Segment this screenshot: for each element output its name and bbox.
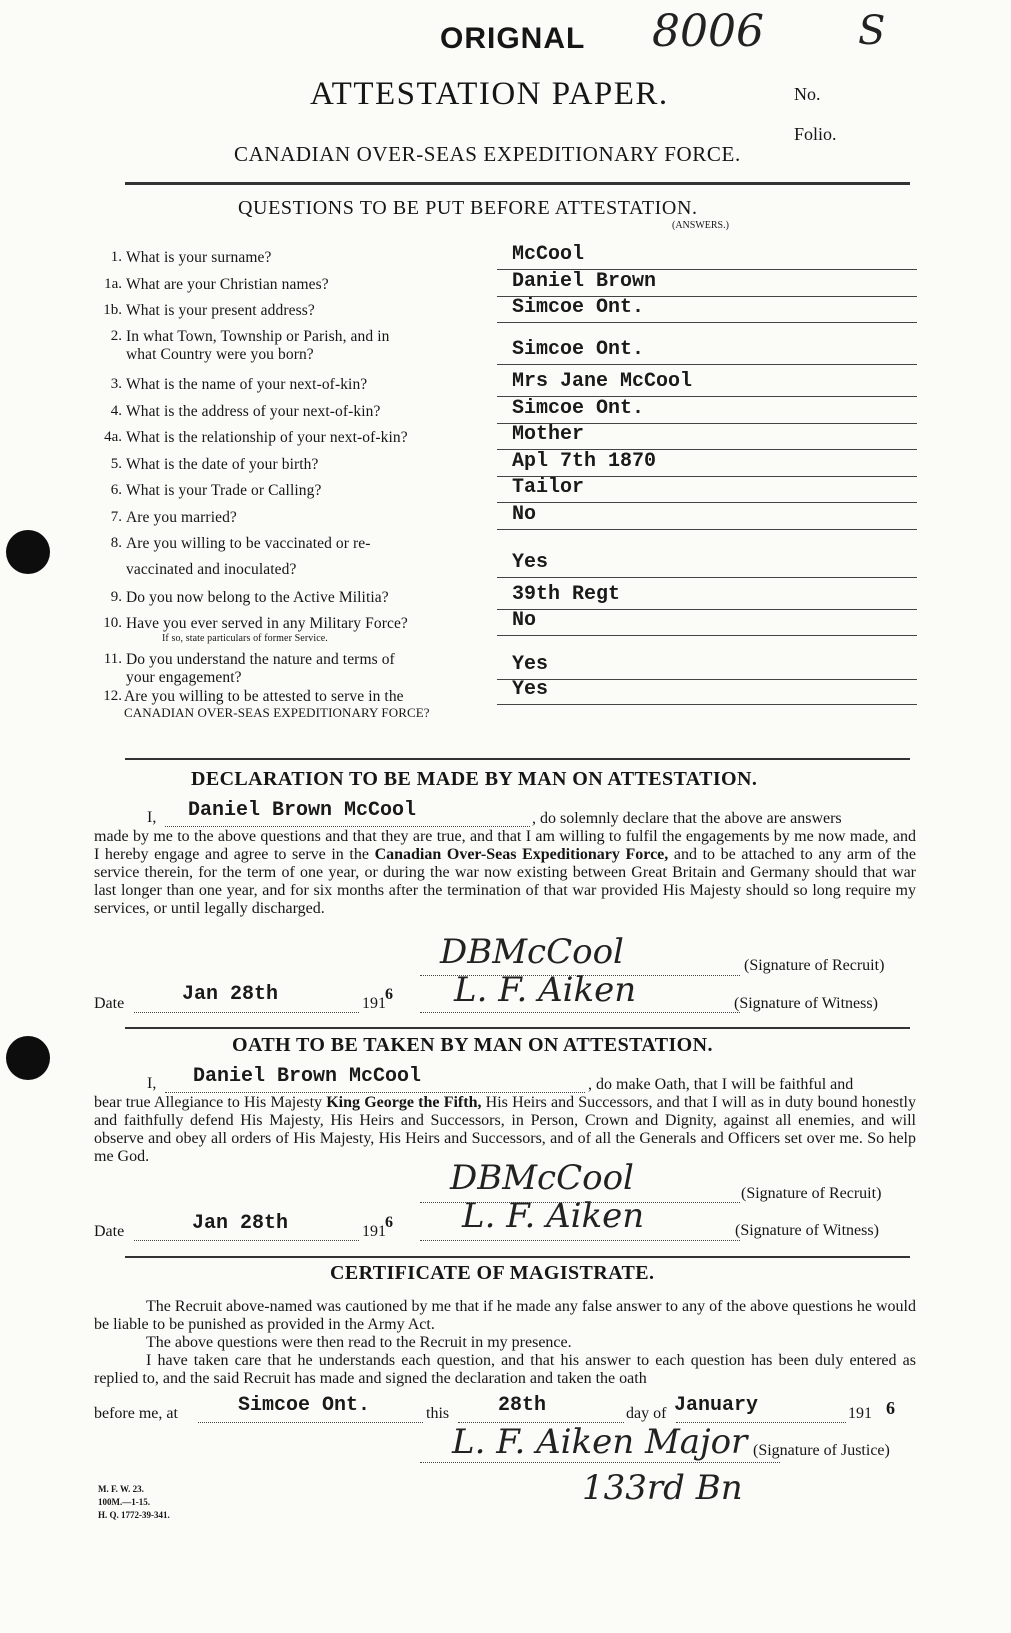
oath-i-label: I, (147, 1075, 157, 1092)
answer-rule (497, 322, 917, 323)
oath-witness-sig-label: (Signature of Witness) (735, 1222, 879, 1239)
original-stamp: ORIGNAL (440, 22, 586, 55)
declaration-year-suffix: 6 (385, 986, 393, 1003)
question-answer: Simcoe Ont. (512, 296, 645, 319)
question-answer: Yes (512, 653, 549, 676)
question-answer: 39th Regt (512, 583, 621, 606)
answer-rule (497, 577, 917, 578)
question-number: 12. (103, 688, 122, 704)
question-text: What are your Christian names? (126, 276, 329, 293)
magistrate-before-label: before me, at (94, 1405, 178, 1422)
magistrate-day: 28th (498, 1394, 547, 1417)
oath-body-text-1: bear true Allegiance to His Majesty (94, 1094, 327, 1111)
oath-name-line (165, 1092, 585, 1093)
question-text-continued: CANADIAN OVER-SEAS EXPEDITIONARY FORCE? (124, 705, 430, 720)
question-answer: Simcoe Ont. (512, 338, 645, 361)
declaration-recruit-signature: DBMcCool (440, 932, 624, 972)
footer-code-1: M. F. W. 23. (98, 1484, 144, 1494)
answer-rule (497, 635, 917, 636)
question-text: Are you willing to be attested to serve in the (124, 688, 404, 705)
handwritten-number: 8006 (652, 6, 764, 57)
question-note: If so, state particulars of former Service. (162, 633, 328, 644)
folio-label: Folio. (794, 124, 837, 144)
question-number: 6. (110, 482, 122, 498)
question-text: What is the address of your next-of-kin? (126, 403, 381, 420)
declaration-name-line (165, 826, 530, 827)
answer-rule (497, 502, 917, 503)
declaration-line1-tail: , do solemnly declare that the above are answers (532, 810, 842, 827)
declaration-year-prefix: 191 (362, 995, 386, 1012)
declaration-body-text-1: made by me to the above questions and that they are true, and that I am willing to fulfil the engagements by me now made, and I hereby engage and agree to serve in the (94, 828, 916, 863)
magistrate-month: January (674, 1394, 759, 1417)
question-answer: McCool (512, 243, 585, 266)
magistrate-para-1 (94, 1298, 916, 1334)
question-number: 8. (110, 535, 122, 551)
magistrate-year-suffix: 6 (886, 1398, 895, 1418)
answer-rule (497, 609, 917, 610)
question-answer: Yes (512, 551, 549, 574)
question-number: 2. (110, 328, 122, 344)
question-answer: Tailor (512, 476, 585, 499)
question-number: 1b. (103, 302, 122, 318)
answer-rule (497, 529, 917, 530)
magistrate-justice-label: (Signature of Justice) (753, 1442, 890, 1459)
question-number: 11. (103, 651, 122, 667)
question-answer: Daniel Brown (512, 270, 657, 293)
oath-recruit-signature: DBMcCool (450, 1158, 634, 1198)
declaration-body-bold: Canadian Over-Seas Expeditionary Force, (374, 846, 669, 863)
declaration-heading: DECLARATION TO BE MADE BY MAN ON ATTESTATION. (191, 768, 758, 790)
oath-name: Daniel Brown McCool (193, 1065, 422, 1088)
magistrate-this-label: this (426, 1405, 450, 1422)
declaration-name: Daniel Brown McCool (188, 799, 417, 822)
answer-rule (497, 704, 917, 705)
declaration-body-text-2: and to be attached to any arm of the service therein, for the term of one year, or during the war now existing between Great Britain and Germany should that war last longer than one year, and for six months after the termination of that war provided His Majesty should so long require my services, or until legally discharged. (94, 846, 917, 917)
declaration-witness-sig-line (420, 1012, 740, 1013)
oath-witness-signature: L. F. Aiken (462, 1196, 645, 1236)
oath-date-line (134, 1240, 359, 1241)
magistrate-para-3 (94, 1352, 916, 1388)
declaration-date-value: Jan 28th (182, 983, 279, 1006)
question-text: What is your Trade or Calling? (126, 482, 322, 499)
magistrate-year-prefix: 191 (848, 1405, 872, 1422)
question-answer: No (512, 503, 537, 526)
question-text: What is the name of your next-of-kin? (126, 376, 368, 393)
question-answer: Mrs Jane McCool (512, 370, 693, 393)
declaration-recruit-sig-label: (Signature of Recruit) (744, 957, 885, 974)
answer-rule (497, 364, 917, 365)
force-title: CANADIAN OVER-SEAS EXPEDITIONARY FORCE. (234, 142, 741, 166)
oath-body (94, 1094, 916, 1166)
oath-year-prefix: 191 (362, 1223, 386, 1240)
question-number: 4. (110, 403, 122, 419)
question-number: 9. (110, 589, 122, 605)
magistrate-para-2 (94, 1334, 916, 1352)
answer-rule (497, 679, 917, 680)
declaration-witness-sig-label: (Signature of Witness) (734, 995, 878, 1012)
question-answer: Yes (512, 678, 549, 701)
declaration-date-label: Date (94, 995, 125, 1012)
document-title: ATTESTATION PAPER. (310, 76, 669, 112)
oath-divider (125, 1256, 910, 1258)
question-text: Do you now belong to the Active Militia? (126, 589, 389, 606)
oath-recruit-sig-label: (Signature of Recruit) (741, 1185, 882, 1202)
question-number: 7. (110, 509, 122, 525)
question-number: 4a. (104, 429, 122, 445)
question-number: 1a. (104, 276, 122, 292)
questions-heading: QUESTIONS TO BE PUT BEFORE ATTESTATION. (238, 197, 698, 219)
magistrate-heading: CERTIFICATE OF MAGISTRATE. (330, 1262, 655, 1284)
declaration-body (94, 828, 916, 918)
oath-witness-sig-line (420, 1240, 740, 1241)
question-text: Are you married? (126, 509, 237, 526)
magistrate-day-label: day of (626, 1405, 667, 1422)
question-number: 3. (110, 376, 122, 392)
answers-label: (ANSWERS.) (672, 220, 729, 231)
no-label: No. (794, 84, 821, 104)
question-text: Are you willing to be vaccinated or re- (126, 535, 371, 552)
handwritten-letter: S (858, 8, 886, 54)
question-text-continued: your engagement? (126, 669, 242, 686)
question-answer: No (512, 609, 537, 632)
magistrate-para-2-text: The above questions were then read to the Recruit in my presence. (146, 1334, 572, 1351)
question-text: Do you understand the nature and terms of (126, 651, 395, 668)
magistrate-signature: L. F. Aiken Major (452, 1422, 748, 1462)
magistrate-signature-unit: 133rd Bn (582, 1468, 743, 1508)
oath-line1-tail: , do make Oath, that I will be faithful and (588, 1076, 854, 1093)
declaration-witness-signature: L. F. Aiken (454, 970, 637, 1010)
question-text-continued: what Country were you born? (126, 346, 314, 363)
question-answer: Simcoe Ont. (512, 397, 645, 420)
oath-date-label: Date (94, 1223, 125, 1240)
magistrate-place-line (198, 1422, 423, 1423)
declaration-date-line (134, 1012, 359, 1013)
header-divider (125, 182, 910, 185)
question-answer: Mother (512, 423, 585, 446)
magistrate-para-1-text: The Recruit above-named was cautioned by me that if he made any false answer to any of the above questions he would be liable to be punished as provided in the Army Act. (94, 1298, 916, 1333)
question-answer: Apl 7th 1870 (512, 450, 657, 473)
question-number: 1. (110, 249, 122, 265)
binder-hole-top (6, 530, 50, 574)
questions-divider (125, 758, 910, 760)
magistrate-place: Simcoe Ont. (238, 1394, 371, 1417)
question-text: What is the date of your birth? (126, 456, 319, 473)
oath-year-suffix: 6 (385, 1214, 393, 1231)
question-text: Have you ever served in any Military Force? (126, 615, 408, 632)
declaration-divider (125, 1027, 910, 1029)
oath-date-value: Jan 28th (192, 1212, 289, 1235)
question-text: What is the relationship of your next-of-kin? (126, 429, 408, 446)
declaration-i-label: I, (147, 809, 157, 826)
magistrate-sig-line (420, 1462, 780, 1463)
question-number: 5. (110, 456, 122, 472)
question-text: What is your present address? (126, 302, 315, 319)
question-text-continued: vaccinated and inoculated? (126, 561, 297, 578)
question-text: What is your surname? (126, 249, 272, 266)
footer-code-3: H. Q. 1772-39-341. (98, 1510, 170, 1520)
footer-code-2: 100M.—1-15. (98, 1497, 150, 1507)
question-text: In what Town, Township or Parish, and in (126, 328, 390, 345)
oath-body-bold: King George the Fifth, (326, 1094, 482, 1111)
question-number: 10. (103, 615, 122, 631)
oath-body-text-2: His Heirs and Successors, and that I will as in duty bound honestly and faithfully defend His Majesty, His Heirs and Successors, in Person, Crown and Dignity, against all enemies, and will observe and obey all orders of His Majesty, His Heirs and Successors, and of all the Generals and Officers set over me. So help me God. (94, 1094, 917, 1165)
oath-heading: OATH TO BE TAKEN BY MAN ON ATTESTATION. (232, 1034, 713, 1056)
magistrate-para-3-text: I have taken care that he understands each question, and that his answer to each question has been duly entered as replied to, and the said Recruit has made and signed the declaration and taken the oath (94, 1352, 916, 1387)
binder-hole-bottom (6, 1036, 50, 1080)
